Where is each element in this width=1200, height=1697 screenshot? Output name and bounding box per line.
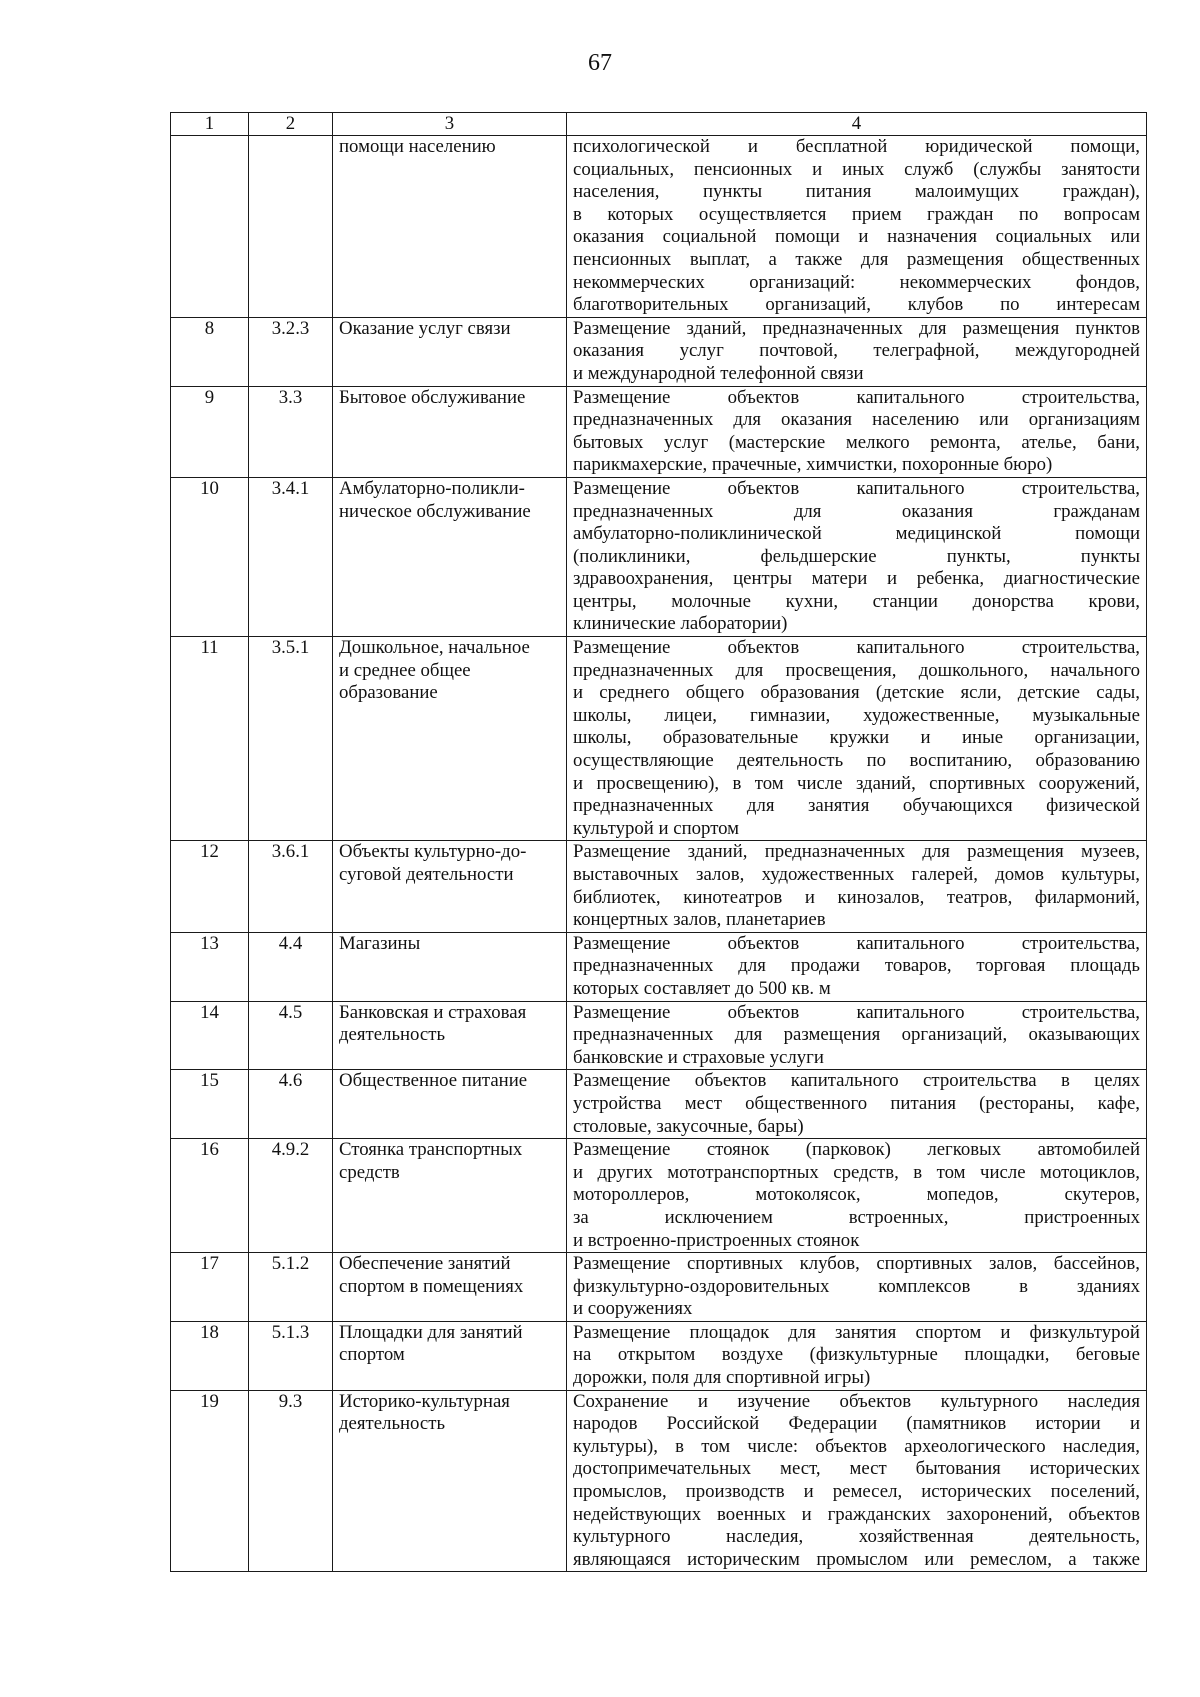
row-number: 15: [171, 1070, 249, 1139]
use-name-line: деятельность: [339, 1413, 446, 1435]
description-line: школы, лицеи, гимназии, художественные, музыкальные: [573, 704, 1140, 726]
use-name: помощи населению: [333, 136, 567, 318]
use-name-line: Площадки для занятий: [339, 1321, 523, 1343]
description-line: устройства мест общественного питания (рестораны, кафе,: [573, 1092, 1140, 1114]
row-number: 18: [171, 1321, 249, 1390]
column-header-2: 2: [249, 113, 333, 136]
table-row: [171, 386, 1147, 477]
table-header-row: [171, 113, 1147, 136]
use-name: Общественное питание: [333, 1070, 567, 1139]
row-number: 13: [171, 932, 249, 1001]
description-line: являющаяся историческим промыслом или ремеслом, а также: [573, 1548, 1140, 1570]
description-line: культурой и спортом: [573, 817, 740, 839]
description-line: Размещение спортивных клубов, спортивных залов, бассейнов,: [573, 1253, 1140, 1275]
use-code: [249, 136, 333, 318]
use-name: [333, 1139, 567, 1253]
column-header-1: 1: [171, 113, 249, 136]
description-line: которых составляет до 500 кв. м: [573, 977, 831, 999]
use-name-line: Обеспечение занятий: [339, 1253, 511, 1275]
use-name-line: ническое обслуживание: [339, 500, 531, 522]
use-description: [567, 136, 1147, 318]
description-line: предназначенных для размещения организаций, оказывающих: [573, 1024, 1140, 1046]
row-number: 19: [171, 1390, 249, 1572]
description-line: Размещение объектов капитального строительства,: [573, 1001, 1140, 1023]
use-description: [567, 841, 1147, 932]
description-line: (поликлиники, фельдшерские пункты, пункты: [573, 545, 1140, 567]
use-code: 5.1.3: [249, 1321, 333, 1390]
use-code: 3.5.1: [249, 637, 333, 841]
description-line: и просвещению), в том числе зданий, спортивных сооружений,: [573, 772, 1140, 794]
description-line: предназначенных для оказания населению или организациям: [573, 409, 1140, 431]
description-line: выставочных залов, художественных галерей, домов культуры,: [573, 864, 1140, 885]
description-line: Сохранение и изучение объектов культурного наследия: [573, 1390, 1140, 1412]
use-name-line: Историко-культурная: [339, 1390, 510, 1412]
description-line: Размещение объектов капитального строительства,: [573, 477, 1140, 499]
use-name-line: спортом в помещениях: [339, 1275, 524, 1297]
description-line: Размещение зданий, предназначенных для размещения пунктов: [573, 317, 1140, 339]
page-number: 67: [588, 50, 612, 76]
use-name-line: образование: [339, 682, 438, 704]
row-number: 17: [171, 1253, 249, 1322]
description-line: здравоохранения, центры матери и ребенка, диагностические: [573, 568, 1140, 590]
use-code: 5.1.2: [249, 1253, 333, 1322]
description-line: культуры), в том числе: объектов археологического наследия,: [573, 1435, 1140, 1457]
use-name: [333, 477, 567, 636]
use-name-line: суговой деятельности: [339, 864, 514, 885]
description-line: и встроенно-пристроенных стоянок: [573, 1229, 860, 1251]
description-line: оказания услуг почтовой, телеграфной, междугородней: [573, 340, 1140, 362]
description-line: населения, пункты питания малоимущих граждан),: [573, 181, 1140, 203]
use-description: [567, 637, 1147, 841]
row-number: 11: [171, 637, 249, 841]
use-name: Оказание услуг связи: [333, 317, 567, 386]
use-name: [333, 1001, 567, 1070]
description-line: клинические лаборатории): [573, 613, 788, 635]
description-line: концертных залов, планетариев: [573, 909, 826, 931]
row-number: 10: [171, 477, 249, 636]
description-line: народов Российской Федерации (памятников истории и: [573, 1413, 1140, 1435]
use-description: [567, 1321, 1147, 1390]
description-line: центры, молочные кухни, станции донорства крови,: [573, 590, 1140, 612]
table-row: [171, 136, 1147, 318]
description-line: пенсионных выплат, а также для размещения общественных: [573, 248, 1140, 270]
description-line: школы, образовательные кружки и иные организации,: [573, 727, 1140, 749]
description-line: осуществляющие деятельность по воспитанию, образованию: [573, 750, 1140, 772]
description-line: мотороллеров, мотоколясок, мопедов, скутеров,: [573, 1184, 1140, 1206]
use-name: [333, 1321, 567, 1390]
description-line: благотворительных организаций, клубов по интересам: [573, 294, 1140, 316]
description-line: некоммерческих организаций: некоммерческих фондов,: [573, 271, 1140, 293]
description-line: на открытом воздухе (физкультурные площадки, беговые: [573, 1344, 1140, 1366]
land-use-table: [170, 112, 1147, 1572]
description-line: и других мототранспортных средств, в том числе мотоциклов,: [573, 1161, 1140, 1183]
description-line: дорожки, поля для спортивной игры): [573, 1367, 871, 1389]
use-name-line: Стоянка транспортных: [339, 1139, 523, 1161]
use-description: [567, 1390, 1147, 1572]
use-description: [567, 386, 1147, 477]
description-line: столовые, закусочные, бары): [573, 1115, 804, 1137]
use-name-line: деятельность: [339, 1024, 446, 1046]
use-code: 3.3: [249, 386, 333, 477]
description-line: библиотек, кинотеатров и кинозалов, театров, филармоний,: [573, 886, 1140, 908]
use-name: [333, 637, 567, 841]
table-row: [171, 841, 1147, 932]
description-line: и среднего общего образования (детские ясли, детские сады,: [573, 682, 1140, 704]
description-line: недействующих военных и гражданских захоронений, объектов: [573, 1503, 1140, 1525]
use-code: 4.5: [249, 1001, 333, 1070]
use-code: 3.2.3: [249, 317, 333, 386]
description-line: банковские и страховые услуги: [573, 1046, 824, 1068]
use-description: [567, 317, 1147, 386]
table-row: [171, 317, 1147, 386]
description-line: и сооружениях: [573, 1298, 693, 1320]
use-description: [567, 1070, 1147, 1139]
use-name-line: Амбулаторно-поликли-: [339, 477, 525, 499]
description-line: предназначенных для просвещения, дошкольного, начального: [573, 659, 1140, 681]
use-name: [333, 1390, 567, 1572]
table-body: [171, 136, 1147, 1572]
use-description: [567, 1139, 1147, 1253]
table-row: [171, 477, 1147, 636]
column-header-4: 4: [567, 113, 1147, 136]
use-name-line: Дошкольное, начальное: [339, 637, 530, 659]
use-code: 4.9.2: [249, 1139, 333, 1253]
use-name-line: и среднее общее: [339, 659, 471, 681]
use-description: [567, 932, 1147, 1001]
description-line: достопримечательных мест, мест бытования исторических: [573, 1458, 1140, 1480]
use-name-line: Объекты культурно-до-: [339, 841, 527, 863]
table-row: [171, 1139, 1147, 1253]
use-code: 4.6: [249, 1070, 333, 1139]
row-number: 8: [171, 317, 249, 386]
use-description: [567, 477, 1147, 636]
description-line: в которых осуществляется прием граждан по вопросам: [573, 203, 1140, 225]
description-line: и международной телефонной связи: [573, 362, 864, 384]
description-line: предназначенных для оказания гражданам: [573, 500, 1140, 522]
use-name: Магазины: [333, 932, 567, 1001]
use-description: [567, 1001, 1147, 1070]
column-header-3: 3: [333, 113, 567, 136]
row-number: 16: [171, 1139, 249, 1253]
table-row: [171, 1321, 1147, 1390]
description-line: социальных, пенсионных и иных служб (службы занятости: [573, 158, 1140, 180]
description-line: предназначенных для продажи товаров, торговая площадь: [573, 955, 1140, 977]
use-code: 3.4.1: [249, 477, 333, 636]
description-line: культурного наследия, хозяйственная деятельность,: [573, 1526, 1140, 1548]
description-line: Размещение объектов капитального строительства,: [573, 932, 1140, 954]
use-code: 3.6.1: [249, 841, 333, 932]
use-name-line: Банковская и страховая: [339, 1001, 527, 1023]
description-line: бытовых услуг (мастерские мелкого ремонта, ателье, бани,: [573, 431, 1140, 453]
description-line: парикмахерские, прачечные, химчистки, похоронные бюро): [573, 454, 1053, 476]
use-description: [567, 1253, 1147, 1322]
table-row: [171, 932, 1147, 1001]
table-row: [171, 1390, 1147, 1572]
description-line: амбулаторно-поликлинической медицинской помощи: [573, 523, 1140, 545]
row-number: 9: [171, 386, 249, 477]
description-line: Размещение стоянок (парковок) легковых автомобилей: [573, 1139, 1140, 1161]
use-code: 4.4: [249, 932, 333, 1001]
table-row: [171, 637, 1147, 841]
use-name: Бытовое обслуживание: [333, 386, 567, 477]
use-name-line: средств: [339, 1161, 400, 1183]
use-name-line: спортом: [339, 1344, 405, 1366]
use-name: [333, 1253, 567, 1322]
description-line: за исключением встроенных, пристроенных: [573, 1206, 1140, 1228]
description-line: Размещение объектов капитального строительства,: [573, 386, 1140, 408]
description-line: промыслов, производств и ремесел, исторических поселений,: [573, 1481, 1140, 1503]
description-line: Размещение зданий, предназначенных для размещения музеев,: [573, 841, 1140, 863]
row-number: [171, 136, 249, 318]
row-number: 12: [171, 841, 249, 932]
description-line: Размещение объектов капитального строительства в целях: [573, 1070, 1140, 1092]
use-code: 9.3: [249, 1390, 333, 1572]
use-name: [333, 841, 567, 932]
row-number: 14: [171, 1001, 249, 1070]
table-row: [171, 1001, 1147, 1070]
description-line: Размещение площадок для занятия спортом и физкультурой: [573, 1321, 1140, 1343]
description-line: Размещение объектов капитального строительства,: [573, 637, 1140, 659]
table-row: [171, 1253, 1147, 1322]
table-row: [171, 1070, 1147, 1139]
description-line: предназначенных для занятия обучающихся физической: [573, 795, 1140, 817]
description-line: оказания социальной помощи и назначения социальных или: [573, 226, 1140, 248]
description-line: психологической и бесплатной юридической помощи,: [573, 136, 1140, 157]
description-line: физкультурно-оздоровительных комплексов в зданиях: [573, 1275, 1140, 1297]
